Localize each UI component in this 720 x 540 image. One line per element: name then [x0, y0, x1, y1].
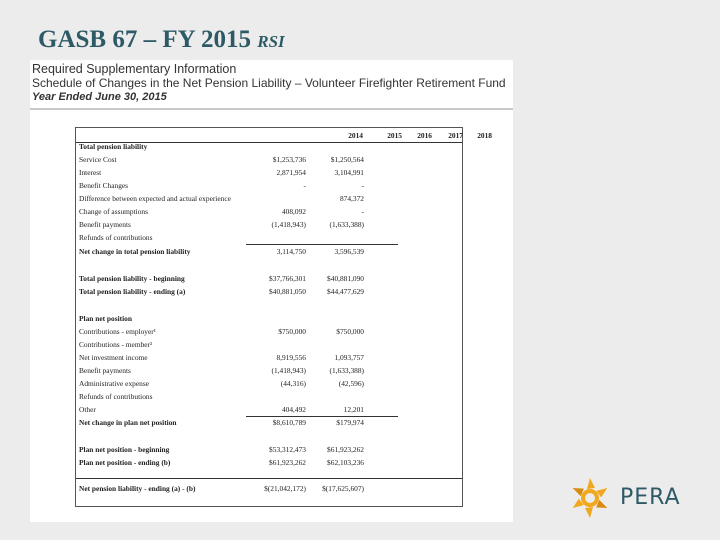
table-row: Benefit Changes - - — [79, 181, 364, 190]
document-header — [32, 62, 506, 104]
table-row: Total pension liability — [79, 142, 148, 151]
table-row: Net pension liability - ending (a) - (b) $(21,042,172) $(17,625,607) — [79, 484, 364, 493]
schedule-table — [75, 127, 492, 507]
table-row: Benefit payments (1,418,943) (1,633,388) — [79, 366, 364, 375]
table-row: Contributions - employer¹ $750,000 $750,000 — [79, 327, 364, 336]
document-image — [30, 60, 513, 522]
table-row: Net change in plan net position $8,610,789 $179,974 — [79, 418, 364, 427]
table-row: Total pension liability - ending (a) $40,881,050 $44,477,629 — [79, 287, 364, 296]
slide-title-suffix: RSI — [257, 32, 285, 51]
table-row: Benefit payments (1,418,943) (1,633,388) — [79, 220, 364, 229]
table-row: Plan net position — [79, 314, 132, 323]
total-rule — [76, 478, 462, 479]
table-row: Net change in total pension liability 3,114,750 3,596,539 — [79, 247, 364, 256]
table-row: Refunds of contributions — [79, 392, 153, 401]
table-row: Difference between expected and actual experience 874,372 — [79, 194, 364, 203]
table-row: Service Cost $1,253,736 $1,250,564 — [79, 155, 364, 164]
table-row: Other 404,492 12,201 — [79, 405, 364, 414]
document-title-line1: Required Supplementary Information — [32, 62, 237, 76]
slide-title — [38, 26, 285, 54]
year-header-2017: 2017 — [448, 131, 463, 140]
year-header-2014: 2014 — [348, 131, 363, 140]
table-row: Net investment income 8,919,556 1,093,757 — [79, 353, 364, 362]
table-row: Change of assumptions 408,092 - — [79, 207, 364, 216]
year-header-2015: 2015 — [387, 131, 402, 140]
year-header-2018: 2018 — [477, 131, 492, 140]
subtotal-rule — [246, 244, 398, 245]
table-row: Contributions - member² — [79, 340, 153, 349]
pera-logo-icon — [568, 476, 612, 520]
document-title-line2: Schedule of Changes in the Net Pension Liability – Volunteer Firefighter Retirement Fund — [32, 76, 506, 90]
table-row: Interest 2,871,954 3,104,991 — [79, 168, 364, 177]
slide-title-main: GASB 67 – FY 2015 — [38, 26, 251, 53]
table-row: Plan net position - beginning $53,312,473 $61,923,262 — [79, 445, 364, 454]
header-rule — [30, 108, 513, 110]
table-row: Administrative expense (44,316) (42,596) — [79, 379, 364, 388]
pera-logo-text: PERA — [620, 485, 681, 510]
year-header-2016: 2016 — [417, 131, 432, 140]
table-row: Total pension liability - beginning $37,766,301 $40,881,090 — [79, 274, 364, 283]
table-row: Refunds of contributions — [79, 233, 153, 242]
document-title-line3: Year Ended June 30, 2015 — [32, 91, 167, 103]
table-row: Plan net position - ending (b) $61,923,262 $62,103,236 — [79, 458, 364, 467]
